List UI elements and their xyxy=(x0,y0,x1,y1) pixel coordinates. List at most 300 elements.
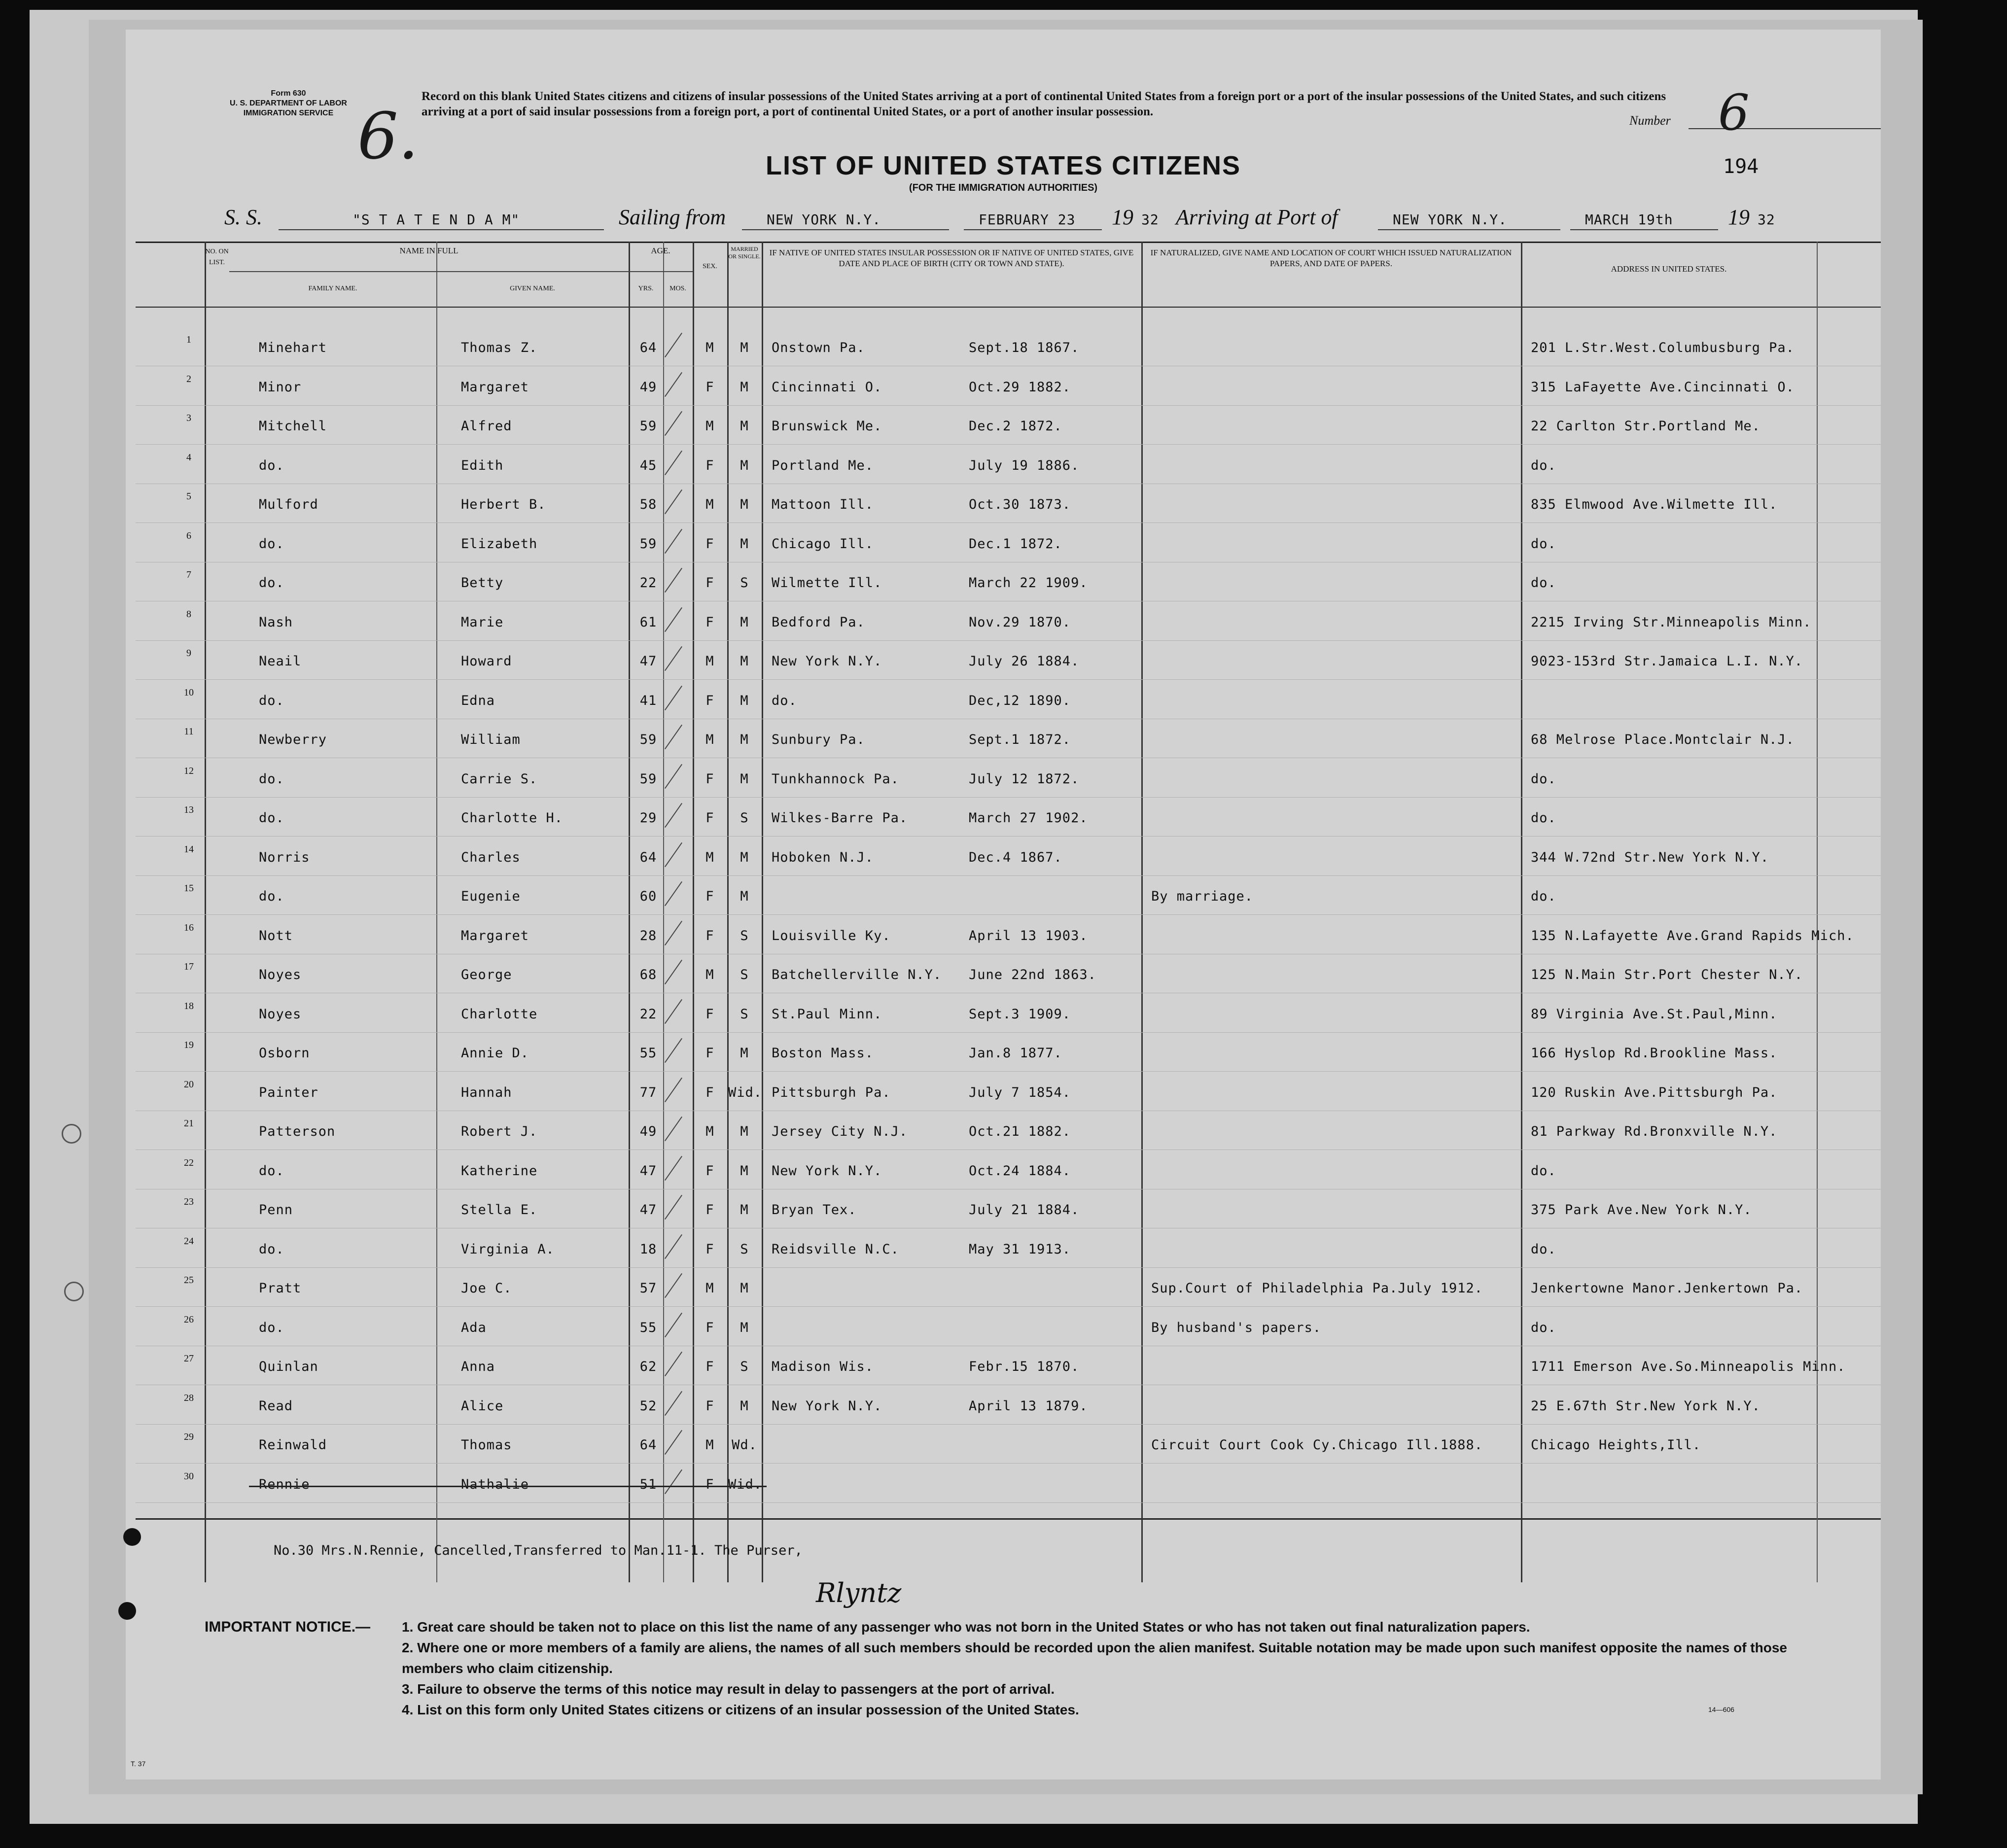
row-rule xyxy=(136,914,1881,915)
cell-given: Charlotte H. xyxy=(461,810,563,826)
depart-date: FEBRUARY 23 xyxy=(979,211,1076,228)
cell-sex: M xyxy=(705,1281,714,1296)
manifest-page xyxy=(126,30,1881,1779)
cell-place: Portland Me. xyxy=(772,457,874,473)
cell-address: 125 N.Main Str.Port Chester N.Y. xyxy=(1531,967,1803,982)
cell-address: do. xyxy=(1531,1241,1556,1257)
cell-date: May 31 1913. xyxy=(969,1241,1071,1257)
row-number: 1 xyxy=(186,334,191,345)
cell-status: S xyxy=(740,1359,749,1374)
corner-code: T. 37 xyxy=(131,1760,146,1768)
cell-status: M xyxy=(740,693,749,708)
cell-family: Noyes xyxy=(259,1006,302,1022)
cell-date: Sept.18 1867. xyxy=(969,340,1080,355)
cell-sex: F xyxy=(705,536,714,552)
header-naturalized: IF NATURALIZED, GIVE NAME AND LOCATION OF COURT WHICH ISSUED NATURALIZATION PAPERS, AND DATE OF PAPERS. xyxy=(1150,248,1512,268)
header-family-name: FAMILY NAME. xyxy=(308,285,357,292)
check-mark xyxy=(665,333,682,357)
row-rule xyxy=(136,640,1881,641)
cell-status: M xyxy=(740,497,749,512)
cell-place: Chicago Ill. xyxy=(772,536,874,552)
cell-given: Alfred xyxy=(461,418,512,434)
row-number: 20 xyxy=(184,1079,194,1090)
depart-year: 32 xyxy=(1141,211,1159,228)
check-mark xyxy=(665,1038,682,1063)
col-rule-address xyxy=(1817,242,1818,1582)
cell-status: M xyxy=(740,1202,749,1218)
cell-nat: By marriage. xyxy=(1151,889,1254,904)
cell-place: Onstown Pa. xyxy=(772,340,865,355)
row-number: 11 xyxy=(184,726,194,737)
cell-family: Rennie xyxy=(259,1476,310,1492)
cell-given: Katherine xyxy=(461,1163,538,1179)
row-number: 24 xyxy=(184,1235,194,1247)
cell-date: Oct.21 1882. xyxy=(969,1124,1071,1139)
cancellation-note: No.30 Mrs.N.Rennie, Cancelled,Transferred to Man.11-1. The Purser, xyxy=(274,1543,803,1558)
check-mark xyxy=(665,1469,682,1494)
col-rule-yrs xyxy=(663,242,664,1582)
check-mark xyxy=(665,489,682,514)
cell-address: 201 L.Str.West.Columbusburg Pa. xyxy=(1531,340,1795,355)
check-mark xyxy=(665,1155,682,1180)
depart-date-underline xyxy=(964,229,1102,230)
cell-sex: F xyxy=(705,771,714,787)
number-value: 6 xyxy=(1718,84,1750,141)
cell-date: Febr.15 1870. xyxy=(969,1359,1080,1374)
cell-given: Joe C. xyxy=(461,1281,512,1296)
cell-family: Osborn xyxy=(259,1046,310,1061)
cell-age: 77 xyxy=(639,1084,657,1100)
cell-age: 41 xyxy=(639,693,657,708)
cell-status: S xyxy=(740,575,749,591)
cell-given: Alice xyxy=(461,1398,504,1414)
cell-sex: F xyxy=(705,1084,714,1100)
cell-given: Herbert B. xyxy=(461,497,546,512)
ship-name: "S T A T E N D A M" xyxy=(352,211,520,228)
cell-address: do. xyxy=(1531,810,1556,826)
binder-hole-ring xyxy=(64,1282,84,1301)
cell-family: Quinlan xyxy=(259,1359,318,1374)
row-number: 13 xyxy=(184,804,194,815)
cell-date: Dec,12 1890. xyxy=(969,693,1071,708)
cell-status: M xyxy=(740,379,749,395)
cell-age: 49 xyxy=(639,379,657,395)
cell-status: M xyxy=(740,536,749,552)
cell-address: Jenkertowne Manor.Jenkertown Pa. xyxy=(1531,1281,1803,1296)
cell-date: July 26 1884. xyxy=(969,654,1080,669)
cell-sex: F xyxy=(705,1398,714,1414)
cell-address: 2215 Irving Str.Minneapolis Minn. xyxy=(1531,614,1812,630)
cell-family: Mitchell xyxy=(259,418,327,434)
cell-status: Wid. xyxy=(728,1476,763,1492)
notice-item-1: 1. Great care should be taken not to place on this list the name of any passenger who was not born in the United States or who has not taken out final naturalization papers. xyxy=(402,1619,1530,1635)
cell-sex: F xyxy=(705,379,714,395)
manifest-table xyxy=(126,242,1881,1582)
cell-date: Dec.1 1872. xyxy=(969,536,1062,552)
row-number: 23 xyxy=(184,1196,194,1207)
header-birth: IF NATIVE OF UNITED STATES INSULAR POSSESSION OR IF NATIVE OF UNITED STATES, GIVE DATE AND PLACE OF BIRTH (CITY OR TOWN AND STATE). xyxy=(769,248,1134,268)
col-rule-marital xyxy=(762,242,763,1582)
row-number: 8 xyxy=(186,608,191,620)
arrive-date: MARCH 19th xyxy=(1585,211,1673,228)
row-number: 7 xyxy=(186,569,191,580)
check-mark xyxy=(665,450,682,475)
cell-age: 22 xyxy=(639,575,657,591)
cell-place: Louisville Ky. xyxy=(772,928,891,943)
cell-status: M xyxy=(740,340,749,355)
notice-item-3: 3. Failure to observe the terms of this notice may result in delay to passengers at the port of arrival. xyxy=(402,1681,1055,1697)
check-mark xyxy=(665,1391,682,1415)
row-number: 19 xyxy=(184,1040,194,1050)
cell-status: M xyxy=(740,1320,749,1335)
col-rule-mos xyxy=(693,242,694,1582)
check-mark xyxy=(665,1077,682,1102)
cell-place: Bedford Pa. xyxy=(772,614,865,630)
cell-address: 9023-153rd Str.Jamaica L.I. N.Y. xyxy=(1531,654,1803,669)
cell-status: M xyxy=(740,1124,749,1139)
cell-sex: M xyxy=(705,1437,714,1453)
cell-place: Bryan Tex. xyxy=(772,1202,857,1218)
cell-address: 22 Carlton Str.Portland Me. xyxy=(1531,418,1761,434)
cell-date: Oct.29 1882. xyxy=(969,379,1071,395)
check-mark xyxy=(665,1116,682,1141)
cell-place: Hoboken N.J. xyxy=(772,849,874,865)
check-mark xyxy=(665,607,682,631)
row-rule xyxy=(136,1424,1881,1425)
cell-date: Dec.4 1867. xyxy=(969,849,1062,865)
cell-age: 52 xyxy=(639,1398,657,1414)
header-mos: MOS. xyxy=(669,285,686,292)
row-rule xyxy=(136,1071,1881,1072)
cell-age: 61 xyxy=(639,614,657,630)
notice-item-2: 2. Where one or more members of a family are aliens, the names of all such members should be recorded upon the alien manifest. Suitable notation may be made upon such manifest opposite the names of those members who claim citizenship. xyxy=(402,1640,1787,1676)
notice-heading: IMPORTANT NOTICE.— xyxy=(205,1619,371,1635)
cell-status: Wd. xyxy=(732,1437,757,1453)
cell-family: do. xyxy=(259,1163,284,1179)
form-instructions: Record on this blank United States citizens and citizens of insular possessions of the United States arriving at a port of continental United States from a foreign port or a port of the insular possessions of the United States, and such citizens arriving at a port of said insular possessions from a foreign port, a port of continental United States, or a port of another insular possession. xyxy=(422,90,1666,118)
row-rule xyxy=(136,1267,1881,1268)
row-number: 26 xyxy=(184,1314,194,1325)
row-number: 30 xyxy=(184,1470,194,1482)
cell-place: Jersey City N.J. xyxy=(772,1124,908,1139)
cell-sex: M xyxy=(705,340,714,355)
cell-sex: F xyxy=(705,1163,714,1179)
header-name-divider xyxy=(229,271,629,272)
check-mark xyxy=(665,960,682,984)
check-mark xyxy=(665,528,682,553)
cell-place: Brunswick Me. xyxy=(772,418,882,434)
check-mark xyxy=(665,764,682,788)
cell-address: 81 Parkway Rd.Bronxville N.Y. xyxy=(1531,1124,1778,1139)
row-rule xyxy=(136,679,1881,680)
check-mark xyxy=(665,1273,682,1298)
cell-age: 59 xyxy=(639,732,657,747)
cell-status: M xyxy=(740,1163,749,1179)
row-number: 17 xyxy=(184,961,194,972)
row-number: 12 xyxy=(184,765,194,776)
row-rule xyxy=(136,1502,1881,1503)
cell-address: 135 N.Lafayette Ave.Grand Rapids Mich. xyxy=(1531,928,1854,943)
cell-address: 166 Hyslop Rd.Brookline Mass. xyxy=(1531,1046,1778,1061)
cell-given: Carrie S. xyxy=(461,771,538,787)
cell-sex: F xyxy=(705,1320,714,1335)
from-port-underline xyxy=(742,229,949,230)
cell-address: 375 Park Ave.New York N.Y. xyxy=(1531,1202,1752,1218)
cell-age: 58 xyxy=(639,497,657,512)
row-number: 16 xyxy=(184,922,194,933)
row-rule xyxy=(136,875,1881,876)
cell-address: Chicago Heights,Ill. xyxy=(1531,1437,1701,1453)
cell-given: Marie xyxy=(461,614,504,630)
cell-address: do. xyxy=(1531,457,1556,473)
cell-place: Boston Mass. xyxy=(772,1046,874,1061)
cell-family: do. xyxy=(259,889,284,904)
cell-age: 49 xyxy=(639,1124,657,1139)
row-rule xyxy=(136,1463,1881,1464)
cell-age: 47 xyxy=(639,654,657,669)
cell-sex: M xyxy=(705,497,714,512)
cell-date: July 21 1884. xyxy=(969,1202,1080,1218)
cell-family: do. xyxy=(259,771,284,787)
arrive-year-prefix: 19 xyxy=(1728,205,1750,229)
header-address: ADDRESS IN UNITED STATES. xyxy=(1611,264,1727,274)
voyage-line xyxy=(126,205,1881,234)
cell-family: Nash xyxy=(259,614,293,630)
ss-label: S. S. xyxy=(224,205,262,229)
cell-status: M xyxy=(740,771,749,787)
cell-family: do. xyxy=(259,693,284,708)
row-number: 10 xyxy=(184,687,194,698)
form-title: LIST OF UNITED STATES CITIZENS xyxy=(766,151,1241,180)
cell-family: Norris xyxy=(259,849,310,865)
cell-sex: M xyxy=(705,418,714,434)
col-rule-family xyxy=(436,242,437,1582)
cell-address: do. xyxy=(1531,536,1556,552)
cell-date: April 13 1879. xyxy=(969,1398,1088,1414)
col-rule-given xyxy=(629,242,630,1582)
cell-given: Hannah xyxy=(461,1084,512,1100)
row-rule xyxy=(136,1306,1881,1307)
cell-given: George xyxy=(461,967,512,982)
check-mark xyxy=(665,881,682,906)
row-number: 6 xyxy=(186,530,191,541)
cell-date: Sept.1 1872. xyxy=(969,732,1071,747)
ship-underline xyxy=(279,229,604,230)
row-number: 9 xyxy=(186,648,191,659)
cell-age: 29 xyxy=(639,810,657,826)
notice-item-4: 4. List on this form only United States citizens or citizens of an insular possession of the United States. xyxy=(402,1702,1079,1717)
cell-address: 89 Virginia Ave.St.Paul,Minn. xyxy=(1531,1006,1778,1022)
header-given-name: GIVEN NAME. xyxy=(510,285,555,292)
arrive-date-underline xyxy=(1570,229,1718,230)
cell-address: 315 LaFayette Ave.Cincinnati O. xyxy=(1531,379,1795,395)
row-number: 21 xyxy=(184,1118,194,1129)
check-mark xyxy=(665,999,682,1023)
row-number: 3 xyxy=(186,413,191,423)
cell-address: do. xyxy=(1531,889,1556,904)
cell-sex: F xyxy=(705,810,714,826)
cell-place: do. xyxy=(772,693,797,708)
row-number: 18 xyxy=(184,1000,194,1011)
to-port-underline xyxy=(1378,229,1560,230)
check-mark xyxy=(665,1430,682,1455)
cell-status: S xyxy=(740,810,749,826)
cell-sex: M xyxy=(705,732,714,747)
form-identifier: Form 630 U. S. DEPARTMENT OF LABOR IMMIGRATION SERVICE xyxy=(230,89,347,117)
form-code: 14—606 xyxy=(1708,1706,1734,1713)
cell-place: Tunkhannock Pa. xyxy=(772,771,899,787)
cell-given: Anna xyxy=(461,1359,495,1374)
cell-age: 59 xyxy=(639,418,657,434)
cell-age: 55 xyxy=(639,1046,657,1061)
header-married-single: MARRIED OR SINGLE. xyxy=(728,245,761,260)
arrive-year: 32 xyxy=(1758,211,1775,228)
cell-family: Read xyxy=(259,1398,293,1414)
row-rule xyxy=(136,797,1881,798)
number-label: Number xyxy=(1629,113,1671,128)
cell-date: July 19 1886. xyxy=(969,457,1080,473)
cell-status: M xyxy=(740,849,749,865)
cell-address: do. xyxy=(1531,1320,1556,1335)
check-mark xyxy=(665,685,682,710)
cell-age: 51 xyxy=(639,1476,657,1492)
row-rule xyxy=(136,836,1881,837)
cell-place: Reidsville N.C. xyxy=(772,1241,899,1257)
cell-given: Howard xyxy=(461,654,512,669)
row-number: 25 xyxy=(184,1275,194,1286)
cell-family: Mulford xyxy=(259,497,318,512)
cell-place: Cincinnati O. xyxy=(772,379,882,395)
cell-sex: F xyxy=(705,1202,714,1218)
check-mark xyxy=(665,1312,682,1337)
cell-status: S xyxy=(740,928,749,943)
cell-sex: F xyxy=(705,1046,714,1061)
number-underline xyxy=(1689,128,1881,129)
cell-status: S xyxy=(740,1006,749,1022)
cell-given: Charlotte xyxy=(461,1006,538,1022)
to-port: NEW YORK N.Y. xyxy=(1393,211,1508,228)
header-sex: SEX. xyxy=(703,263,717,270)
cell-family: Nott xyxy=(259,928,293,943)
cell-age: 64 xyxy=(639,1437,657,1453)
cell-date: June 22nd 1863. xyxy=(969,967,1096,982)
cell-family: do. xyxy=(259,810,284,826)
cell-place: St.Paul Minn. xyxy=(772,1006,882,1022)
binder-hole xyxy=(118,1602,136,1620)
cell-family: do. xyxy=(259,1320,284,1335)
cell-sex: F xyxy=(705,614,714,630)
cell-given: Margaret xyxy=(461,379,529,395)
cell-family: do. xyxy=(259,457,284,473)
cell-age: 22 xyxy=(639,1006,657,1022)
cell-status: M xyxy=(740,889,749,904)
check-mark xyxy=(665,920,682,945)
row-number: 22 xyxy=(184,1157,194,1168)
cell-date: Oct.24 1884. xyxy=(969,1163,1071,1179)
cell-family: Minor xyxy=(259,379,302,395)
cell-address: 120 Ruskin Ave.Pittsburgh Pa. xyxy=(1531,1084,1778,1100)
cell-given: Nathalie xyxy=(461,1476,529,1492)
cell-status: M xyxy=(740,1046,749,1061)
cell-address: 1711 Emerson Ave.So.Minneapolis Minn. xyxy=(1531,1359,1846,1374)
row-rule xyxy=(136,405,1881,406)
cell-given: Elizabeth xyxy=(461,536,538,552)
cell-given: Eugenie xyxy=(461,889,521,904)
table-top-rule xyxy=(136,242,1881,243)
cell-status: M xyxy=(740,418,749,434)
cell-status: M xyxy=(740,1281,749,1296)
cell-age: 55 xyxy=(639,1320,657,1335)
cell-sex: F xyxy=(705,1359,714,1374)
cell-given: Edith xyxy=(461,457,504,473)
cell-age: 57 xyxy=(639,1281,657,1296)
cell-family: Patterson xyxy=(259,1124,336,1139)
cell-age: 64 xyxy=(639,849,657,865)
row-number: 2 xyxy=(186,373,191,384)
cell-status: M xyxy=(740,1398,749,1414)
cell-given: Charles xyxy=(461,849,521,865)
form-subtitle: (FOR THE IMMIGRATION AUTHORITIES) xyxy=(909,182,1098,193)
cell-date: March 22 1909. xyxy=(969,575,1088,591)
cell-age: 62 xyxy=(639,1359,657,1374)
cell-age: 18 xyxy=(639,1241,657,1257)
cell-sex: F xyxy=(705,693,714,708)
cell-place: Sunbury Pa. xyxy=(772,732,865,747)
row-number: 5 xyxy=(186,491,191,502)
cell-sex: M xyxy=(705,967,714,982)
cell-place: Madison Wis. xyxy=(772,1359,874,1374)
cell-family: Minehart xyxy=(259,340,327,355)
cell-family: Pratt xyxy=(259,1281,302,1296)
cell-family: do. xyxy=(259,1241,284,1257)
cell-place: New York N.Y. xyxy=(772,1163,882,1179)
check-mark xyxy=(665,646,682,671)
stamped-page-number: 194 xyxy=(1723,155,1759,178)
cell-date: July 7 1854. xyxy=(969,1084,1071,1100)
cell-place: New York N.Y. xyxy=(772,1398,882,1414)
check-mark xyxy=(665,1195,682,1220)
cell-family: do. xyxy=(259,575,284,591)
cell-place: Batchellerville N.Y. xyxy=(772,967,942,982)
cell-sex: F xyxy=(705,928,714,943)
row-number: 15 xyxy=(184,883,194,894)
header-name-in-full: NAME IN FULL xyxy=(399,246,458,255)
cell-age: 64 xyxy=(639,340,657,355)
cell-given: Stella E. xyxy=(461,1202,538,1218)
cell-sex: M xyxy=(705,849,714,865)
from-port: NEW YORK N.Y. xyxy=(767,211,881,228)
cell-family: do. xyxy=(259,536,284,552)
check-mark xyxy=(665,1234,682,1258)
cancelled-row-strike xyxy=(249,1486,767,1487)
cell-place: Wilkes-Barre Pa. xyxy=(772,810,908,826)
header-yrs: YRS. xyxy=(638,285,654,292)
cell-age: 47 xyxy=(639,1202,657,1218)
cell-family: Newberry xyxy=(259,732,327,747)
cell-age: 45 xyxy=(639,457,657,473)
purser-signature: Rlyntz xyxy=(816,1577,902,1608)
cell-status: M xyxy=(740,654,749,669)
check-mark xyxy=(665,725,682,749)
cell-age: 59 xyxy=(639,536,657,552)
check-mark xyxy=(665,568,682,593)
cell-sex: F xyxy=(705,889,714,904)
col-rule-sex xyxy=(727,242,729,1582)
notice-list xyxy=(402,1617,1831,1720)
header-no: NO. ON LIST. xyxy=(205,248,229,266)
table-bottom-rule xyxy=(136,1518,1881,1520)
check-mark xyxy=(665,803,682,828)
